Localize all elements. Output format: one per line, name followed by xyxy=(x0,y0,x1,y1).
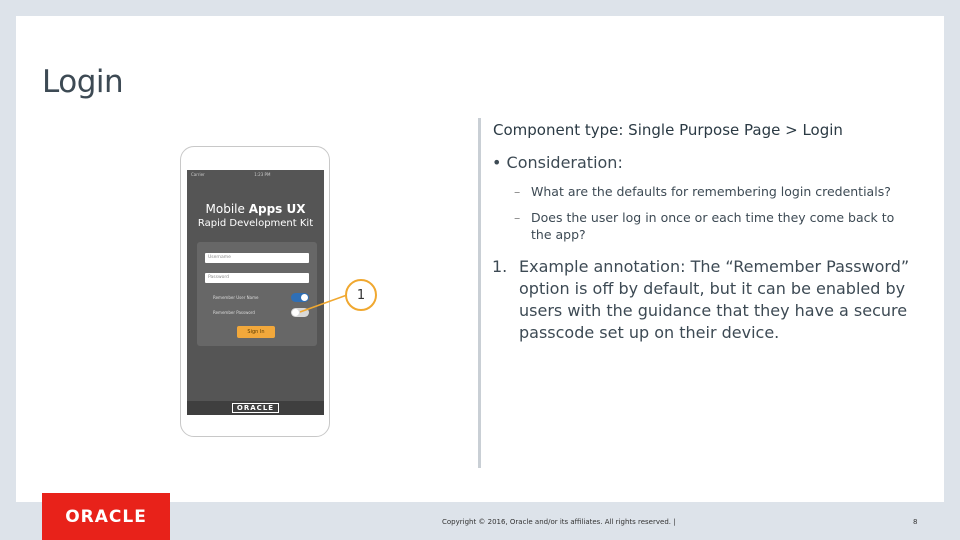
app-subtitle: Rapid Development Kit xyxy=(197,218,314,229)
sub-item xyxy=(514,209,914,243)
dash-bullet: – xyxy=(514,210,521,225)
app-title-light: Mobile xyxy=(205,202,245,216)
slide-title: Login xyxy=(42,64,124,100)
status-time: 1:23 PM xyxy=(254,172,271,177)
app-title-bold: Apps UX xyxy=(248,202,306,216)
username-field[interactable]: Username xyxy=(205,253,309,263)
page-number: 8 xyxy=(913,518,918,526)
dash-bullet: – xyxy=(514,184,521,199)
remember-password-label: Remember Password xyxy=(213,309,255,315)
annotation-text: Example annotation: The “Remember Password” option is off by default, but it can be enabled by users with the guidance that they have a secure passcode set up on their device. xyxy=(519,257,910,342)
password-field[interactable]: Password xyxy=(205,273,309,283)
consideration-label: Consideration: xyxy=(506,153,623,172)
annotation-item xyxy=(492,256,922,344)
app-footer-logo: ORACLE xyxy=(232,403,279,413)
copyright-text: Copyright © 2016, Oracle and/or its affiliates. All rights reserved. | xyxy=(442,518,676,526)
sub-item-text: What are the defaults for remembering login credentials? xyxy=(531,184,891,199)
sub-item xyxy=(514,183,914,200)
remember-username-label: Remember User Name xyxy=(213,294,259,300)
oracle-logo-text: ORACLE xyxy=(65,506,147,527)
sub-item-text: Does the user log in once or each time they come back to the app? xyxy=(531,210,895,242)
sign-in-button[interactable]: Sign In xyxy=(237,326,275,338)
status-carrier: Carrier xyxy=(191,172,205,177)
annotation-number: 1. xyxy=(492,257,508,276)
callout-marker: 1 xyxy=(345,279,377,311)
vertical-divider xyxy=(478,118,481,468)
component-type-heading: Component type: Single Purpose Page > Login xyxy=(493,121,843,139)
oracle-logo xyxy=(42,493,170,540)
consideration-bullet: • Consideration: xyxy=(492,153,623,172)
